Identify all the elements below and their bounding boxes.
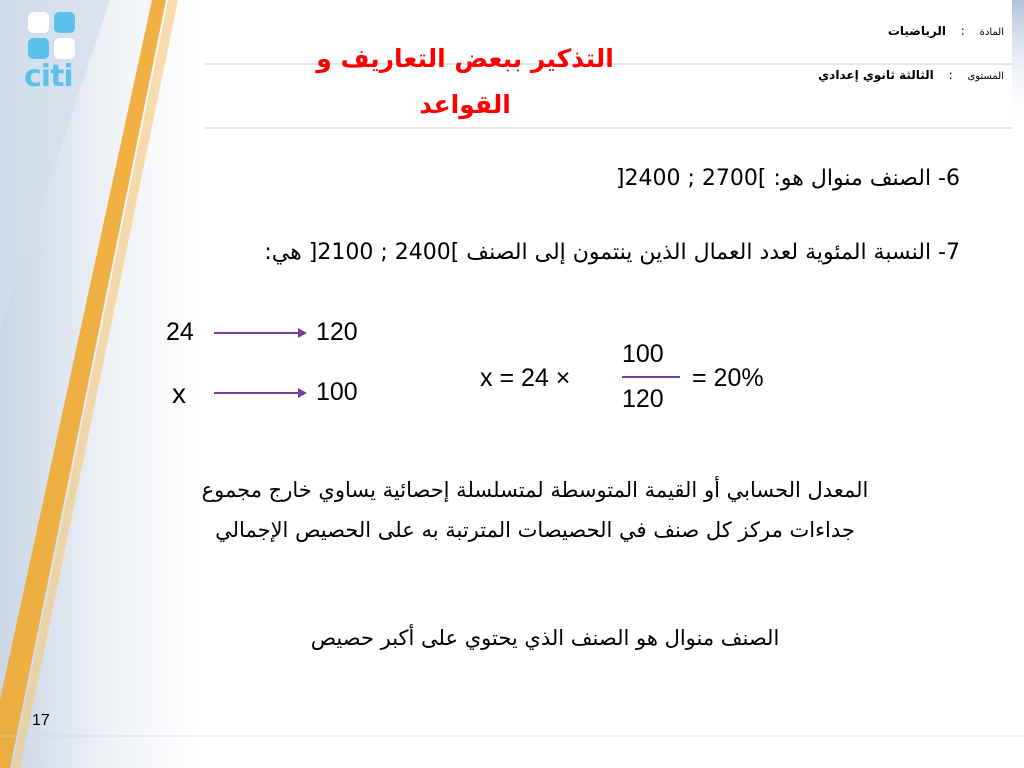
subject-info [888,24,1004,38]
slide-title: التذكير ببعض التعاريف و القواعد [316,44,614,119]
subject-label: المادة [979,27,1004,38]
subject-separator: : [960,24,965,38]
level-separator: : [948,68,953,82]
fraction-bar [622,376,680,378]
logo-square-icon [54,12,75,33]
proportion-top-right: 120 [316,318,358,346]
page-number: 17 [32,712,50,729]
level-info [818,68,1004,82]
citi-logo [22,8,88,94]
proportion-arrows [210,320,310,400]
mean-definition-line-1: المعدل الحسابي أو القيمة المتوسطة لمتسلسلة إحصائية يساوي خارج مجموع [201,478,869,502]
mode-definition: الصنف منوال هو الصنف الذي يحتوي على أكبر حصيص [310,626,780,650]
item-6-text: 6- الصنف منوال هو: ]2700 ; 2400[ [615,166,960,191]
logo-text: citi [24,59,73,94]
item-7-text: 7- النسبة المئوية لعدد العمال الذين ينتمون إلى الصنف ]2400 ; 2100[ هي: [264,240,960,265]
equation-lhs: x = 24 × [480,364,571,392]
arrow-right-icon [214,388,307,398]
mean-definition [100,470,970,550]
equation-result: = 20% [692,364,764,392]
equation-denominator: 120 [622,385,664,413]
proportion-bottom-left: x [172,378,186,409]
level-value: الثالثة ثانوي إعدادي [818,68,934,82]
subject-value: الرياضيات [887,24,946,38]
equation-numerator: 100 [622,340,664,368]
arrow-right-icon [214,328,307,338]
mean-definition-line-2: جداءات مركز كل صنف في الحصيصات المترتبة به على الحصيص الإجمالي [215,518,855,542]
proportion-bottom-right: 100 [316,378,358,406]
level-label: المستوى [967,71,1004,82]
logo-square-icon [28,12,49,33]
proportion-top-left: 24 [166,318,194,346]
logo-square-icon [54,38,75,59]
logo-square-icon [28,38,49,59]
